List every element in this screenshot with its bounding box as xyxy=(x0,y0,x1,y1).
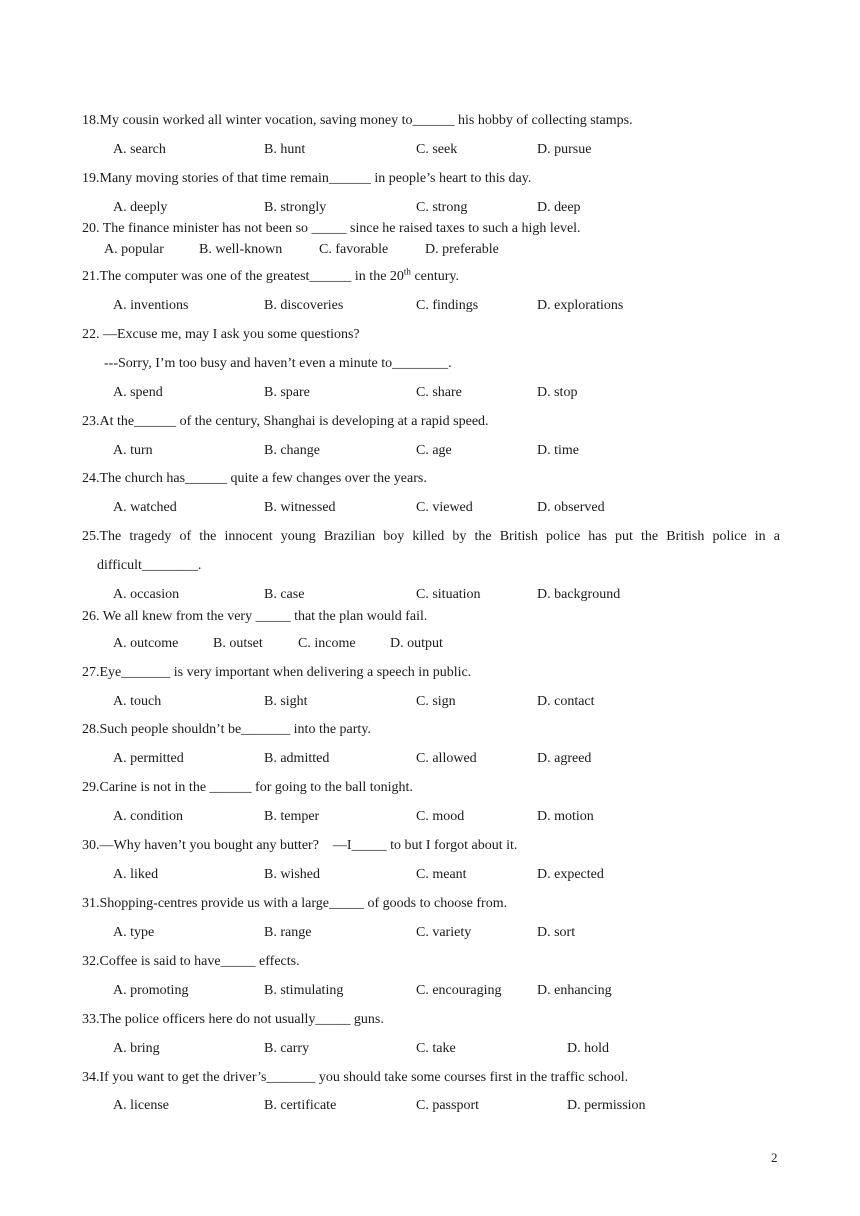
option-29-c: C. mood xyxy=(416,809,465,824)
option-18-d: D. pursue xyxy=(537,142,592,157)
option-23-c: C. age xyxy=(416,443,452,458)
option-33-a: A. bring xyxy=(113,1041,160,1056)
question-27: 27.Eye_______ is very important when delivering a speech in public. xyxy=(82,665,472,680)
option-20-a: A. popular xyxy=(104,242,164,257)
option-29-b: B. temper xyxy=(264,809,320,824)
option-27-d: D. contact xyxy=(537,694,595,709)
question-34: 34.If you want to get the driver’s_______ you should take some courses first in the traffic school. xyxy=(82,1070,629,1085)
option-24-a: A. watched xyxy=(113,500,177,515)
option-21-b: B. discoveries xyxy=(264,298,344,313)
option-23-a: A. turn xyxy=(113,443,153,458)
option-24-d: D. observed xyxy=(537,500,605,515)
option-27-a: A. touch xyxy=(113,694,162,709)
option-29-a: A. condition xyxy=(113,809,183,824)
option-24-c: C. viewed xyxy=(416,500,473,515)
option-24-b: B. witnessed xyxy=(264,500,336,515)
option-18-c: C. seek xyxy=(416,142,458,157)
option-22-d: D. stop xyxy=(537,385,578,400)
option-28-a: A. permitted xyxy=(113,751,184,766)
superscript-th: th xyxy=(403,266,411,277)
option-32-d: D. enhancing xyxy=(537,983,612,998)
question-33: 33.The police officers here do not usually_____ guns. xyxy=(82,1012,384,1027)
question-26: 26. We all knew from the very _____ that the plan would fail. xyxy=(82,609,428,624)
question-25-cont: difficult________. xyxy=(97,558,202,573)
option-28-b: B. admitted xyxy=(264,751,330,766)
option-18-a: A. search xyxy=(113,142,166,157)
option-32-c: C. encouraging xyxy=(416,983,502,998)
option-30-c: C. meant xyxy=(416,867,467,882)
question-18: 18.My cousin worked all winter vocation, saving money to______ his hobby of collecting stamps. xyxy=(82,113,633,128)
option-31-c: C. variety xyxy=(416,925,472,940)
option-20-d: D. preferable xyxy=(425,242,499,257)
option-19-c: C. strong xyxy=(416,200,468,215)
option-27-b: B. sight xyxy=(264,694,308,709)
option-27-c: C. sign xyxy=(416,694,456,709)
option-31-d: D. sort xyxy=(537,925,576,940)
option-22-c: C. share xyxy=(416,385,462,400)
option-19-d: D. deep xyxy=(537,200,581,215)
question-28: 28.Such people shouldn’t be_______ into the party. xyxy=(82,722,371,737)
question-20: 20. The finance minister has not been so _____ since he raised taxes to such a high level. xyxy=(82,221,581,236)
question-22: 22. —Excuse me, may I ask you some questions? xyxy=(82,327,360,342)
option-33-c: C. take xyxy=(416,1041,456,1056)
option-30-b: B. wished xyxy=(264,867,320,882)
option-34-a: A. license xyxy=(113,1098,169,1113)
option-34-b: B. certificate xyxy=(264,1098,337,1113)
option-25-d: D. background xyxy=(537,587,621,602)
option-31-a: A. type xyxy=(113,925,155,940)
option-34-c: C. passport xyxy=(416,1098,479,1113)
option-22-a: A. spend xyxy=(113,385,163,400)
question-29: 29.Carine is not in the ______ for going to the ball tonight. xyxy=(82,780,413,795)
option-20-b: B. well-known xyxy=(199,242,283,257)
option-25-b: B. case xyxy=(264,587,305,602)
option-23-b: B. change xyxy=(264,443,320,458)
question-23: 23.At the______ of the century, Shanghai is developing at a rapid speed. xyxy=(82,414,489,429)
option-30-d: D. expected xyxy=(537,867,604,882)
question-21-text-end: century. xyxy=(410,269,460,284)
question-24: 24.The church has______ quite a few changes over the years. xyxy=(82,471,427,486)
option-19-a: A. deeply xyxy=(113,200,168,215)
option-31-b: B. range xyxy=(264,925,312,940)
option-21-a: A. inventions xyxy=(113,298,189,313)
option-21-c: C. findings xyxy=(416,298,479,313)
option-21-d: D. explorations xyxy=(537,298,624,313)
option-28-c: C. allowed xyxy=(416,751,477,766)
option-30-a: A. liked xyxy=(113,867,159,882)
page-number: 2 xyxy=(771,1150,778,1165)
option-26-b: B. outset xyxy=(213,636,263,651)
question-31: 31.Shopping-centres provide us with a large_____ of goods to choose from. xyxy=(82,896,508,911)
option-23-d: D. time xyxy=(537,443,579,458)
option-22-b: B. spare xyxy=(264,385,310,400)
question-21 xyxy=(82,268,459,286)
option-29-d: D. motion xyxy=(537,809,594,824)
option-28-d: D. agreed xyxy=(537,751,592,766)
question-21-text: 21.The computer was one of the greatest______ in the 20 xyxy=(82,269,404,284)
option-25-a: A. occasion xyxy=(113,587,180,602)
option-32-a: A. promoting xyxy=(113,983,189,998)
option-20-c: C. favorable xyxy=(319,242,389,257)
option-26-c: C. income xyxy=(298,636,356,651)
option-19-b: B. strongly xyxy=(264,200,327,215)
option-18-b: B. hunt xyxy=(264,142,306,157)
option-25-c: C. situation xyxy=(416,587,481,602)
question-25: 25.The tragedy of the innocent young Brazilian boy killed by the British police has put the British police in a xyxy=(82,529,780,544)
question-32: 32.Coffee is said to have_____ effects. xyxy=(82,954,300,969)
question-22-reply: ---Sorry, I’m too busy and haven’t even a minute to________. xyxy=(104,356,452,371)
question-30: 30.—Why haven’t you bought any butter? —I_____ to but I forgot about it. xyxy=(82,838,518,853)
option-32-b: B. stimulating xyxy=(264,983,344,998)
option-26-d: D. output xyxy=(390,636,443,651)
option-34-d: D. permission xyxy=(567,1098,646,1113)
option-33-d: D. hold xyxy=(567,1041,609,1056)
question-19: 19.Many moving stories of that time remain______ in people’s heart to this day. xyxy=(82,171,532,186)
option-33-b: B. carry xyxy=(264,1041,310,1056)
option-26-a: A. outcome xyxy=(113,636,179,651)
